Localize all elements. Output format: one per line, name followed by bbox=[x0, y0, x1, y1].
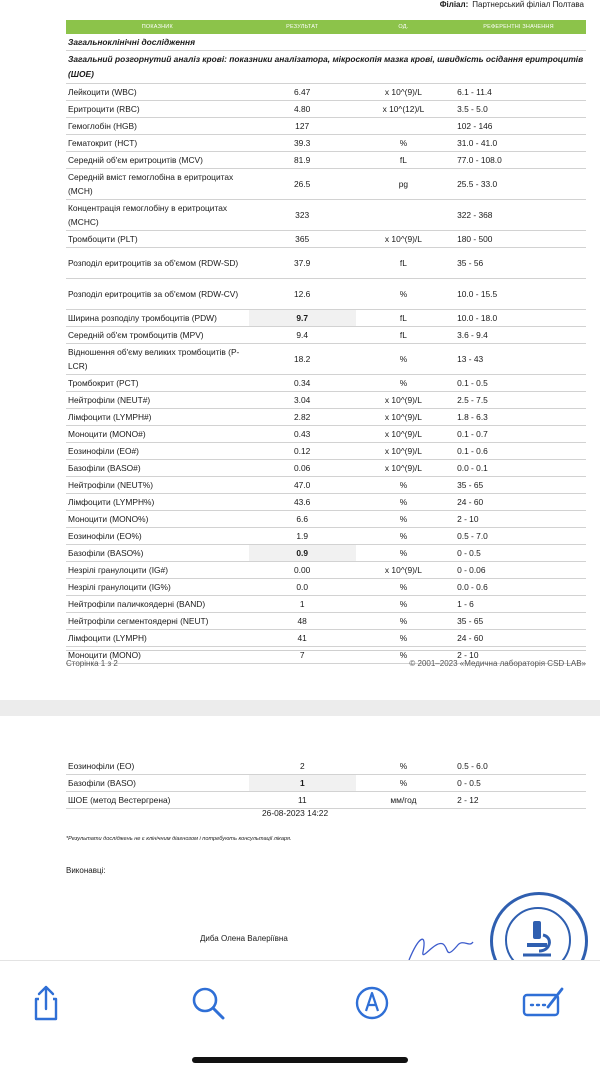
cell-result: 0.9 bbox=[249, 545, 356, 562]
cell-unit bbox=[356, 200, 451, 231]
cell-name: Ширина розподілу тромбоцитів (PDW) bbox=[66, 310, 249, 327]
cell-name: Середній об'єм тромбоцитів (MPV) bbox=[66, 327, 249, 344]
cell-ref: 0.5 - 6.0 bbox=[451, 758, 586, 775]
cell-name: Відношення об'єму великих тромбоцитів (P-LCR) bbox=[66, 344, 249, 375]
table-row bbox=[66, 152, 586, 169]
cell-ref: 24 - 60 bbox=[451, 630, 586, 647]
cell-unit: fL bbox=[356, 310, 451, 327]
report-page-2 bbox=[0, 716, 600, 960]
cell-result: 18.2 bbox=[249, 344, 356, 375]
cell-result: 0.00 bbox=[249, 562, 356, 579]
cell-result: 9.4 bbox=[249, 327, 356, 344]
cell-unit: % bbox=[356, 545, 451, 562]
cell-name: ШОЕ (метод Вестергрена) bbox=[66, 792, 249, 809]
cell-name: Лімфоцити (LYMPH%) bbox=[66, 494, 249, 511]
cell-ref: 31.0 - 41.0 bbox=[451, 135, 586, 152]
cell-result: 1 bbox=[249, 596, 356, 613]
cell-result: 0.34 bbox=[249, 375, 356, 392]
cell-unit: % bbox=[356, 579, 451, 596]
col-header-unit: ОД. bbox=[356, 20, 451, 34]
cell-ref: 25.5 - 33.0 bbox=[451, 169, 586, 200]
cell-unit: % bbox=[356, 758, 451, 775]
cell-unit: x 10^(9)/L bbox=[356, 443, 451, 460]
cell-ref: 6.1 - 11.4 bbox=[451, 84, 586, 101]
cell-name: Нейтрофіли паличкоядерні (BAND) bbox=[66, 596, 249, 613]
cell-name: Лімфоцити (LYMPH#) bbox=[66, 409, 249, 426]
cell-result: 323 bbox=[249, 200, 356, 231]
cell-name: Середній об'єм еритроцитів (MCV) bbox=[66, 152, 249, 169]
table-row bbox=[66, 545, 586, 562]
cell-unit: % bbox=[356, 344, 451, 375]
share-icon[interactable] bbox=[26, 983, 66, 1023]
cell-unit: x 10^(9)/L bbox=[356, 460, 451, 477]
cell-ref: 2.5 - 7.5 bbox=[451, 392, 586, 409]
cell-ref: 0.1 - 0.5 bbox=[451, 375, 586, 392]
cell-result: 43.6 bbox=[249, 494, 356, 511]
cell-result: 47.0 bbox=[249, 477, 356, 494]
cell-unit bbox=[356, 118, 451, 135]
col-header-ref: РЕФЕРЕНТНІ ЗНАЧЕННЯ bbox=[451, 20, 586, 34]
cell-ref: 35 - 65 bbox=[451, 613, 586, 630]
cell-name: Лімфоцити (LYMPH) bbox=[66, 630, 249, 647]
cell-unit: x 10^(9)/L bbox=[356, 409, 451, 426]
cell-result: 26.5 bbox=[249, 169, 356, 200]
cell-name: Лейкоцити (WBC) bbox=[66, 84, 249, 101]
doctor-name: Диба Олена Валеріївна bbox=[200, 934, 288, 943]
cell-name: Розподіл еритроцитів за об'ємом (RDW-CV) bbox=[66, 279, 249, 310]
cell-result: 48 bbox=[249, 613, 356, 630]
cell-result: 0.06 bbox=[249, 460, 356, 477]
cell-name: Нейтрофіли (NEUT#) bbox=[66, 392, 249, 409]
table-row bbox=[66, 231, 586, 248]
cell-ref: 0 - 0.5 bbox=[451, 545, 586, 562]
table-row bbox=[66, 579, 586, 596]
table-row bbox=[66, 511, 586, 528]
cell-name: Еозинофіли (EO#) bbox=[66, 443, 249, 460]
cell-name: Моноцити (MONO) bbox=[66, 647, 249, 664]
table-row bbox=[66, 409, 586, 426]
home-indicator bbox=[192, 1057, 408, 1063]
cell-unit: % bbox=[356, 775, 451, 792]
results-body bbox=[66, 34, 586, 664]
page-separator bbox=[0, 700, 600, 716]
cell-unit: % bbox=[356, 494, 451, 511]
cell-unit: fL bbox=[356, 248, 451, 279]
table-row bbox=[66, 375, 586, 392]
table-row bbox=[66, 792, 586, 809]
table-row bbox=[66, 528, 586, 545]
cell-ref: 13 - 43 bbox=[451, 344, 586, 375]
cell-ref: 35 - 56 bbox=[451, 248, 586, 279]
cell-ref: 322 - 368 bbox=[451, 200, 586, 231]
cell-unit: % bbox=[356, 477, 451, 494]
copyright: © 2001–2023 «Медична лабораторія CSD LAB» bbox=[409, 659, 586, 668]
cell-ref: 0.1 - 0.6 bbox=[451, 443, 586, 460]
cell-result: 0.0 bbox=[249, 579, 356, 596]
cell-ref: 35 - 65 bbox=[451, 477, 586, 494]
cell-unit: x 10^(9)/L bbox=[356, 426, 451, 443]
cell-name: Базофіли (BASO%) bbox=[66, 545, 249, 562]
table-row bbox=[66, 775, 586, 792]
cell-ref: 0.1 - 0.7 bbox=[451, 426, 586, 443]
cell-result: 12.6 bbox=[249, 279, 356, 310]
cell-name: Незрілі гранулоцити (IG#) bbox=[66, 562, 249, 579]
col-header-name: ПОКАЗНИК bbox=[66, 20, 249, 34]
cell-ref: 0 - 0.5 bbox=[451, 775, 586, 792]
branch-value: Партнерський філіал Полтава bbox=[472, 0, 584, 9]
cell-result: 3.04 bbox=[249, 392, 356, 409]
table-row bbox=[66, 310, 586, 327]
cell-unit: % bbox=[356, 630, 451, 647]
cell-name: Еритроцити (RBC) bbox=[66, 101, 249, 118]
cell-unit: pg bbox=[356, 169, 451, 200]
cell-name: Нейтрофіли (NEUT%) bbox=[66, 477, 249, 494]
cell-unit: % bbox=[356, 511, 451, 528]
cell-unit: x 10^(9)/L bbox=[356, 231, 451, 248]
cell-ref: 77.0 - 108.0 bbox=[451, 152, 586, 169]
table-row bbox=[66, 279, 586, 310]
cell-ref: 0 - 0.06 bbox=[451, 562, 586, 579]
cell-result: 4.80 bbox=[249, 101, 356, 118]
cell-unit: % bbox=[356, 613, 451, 630]
cell-unit: % bbox=[356, 596, 451, 613]
table-row bbox=[66, 327, 586, 344]
cell-result: 1 bbox=[249, 775, 356, 792]
cell-ref: 2 - 10 bbox=[451, 647, 586, 664]
cell-result: 41 bbox=[249, 630, 356, 647]
results-table bbox=[66, 20, 586, 664]
cell-ref: 1 - 6 bbox=[451, 596, 586, 613]
report-date: 26-08-2023 14:22 bbox=[262, 808, 329, 818]
cell-name: Моноцити (MONO%) bbox=[66, 511, 249, 528]
cell-unit: % bbox=[356, 375, 451, 392]
cell-unit: % bbox=[356, 279, 451, 310]
cell-name: Тромбоцити (PLT) bbox=[66, 231, 249, 248]
table-row bbox=[66, 392, 586, 409]
cell-result: 0.12 bbox=[249, 443, 356, 460]
table-row bbox=[66, 101, 586, 118]
cell-ref: 10.0 - 18.0 bbox=[451, 310, 586, 327]
cell-name: Середній вміст гемоглобіна в еритроцитах (MCH) bbox=[66, 169, 249, 200]
cell-ref: 3.6 - 9.4 bbox=[451, 327, 586, 344]
cell-ref: 3.5 - 5.0 bbox=[451, 101, 586, 118]
lab-stamp bbox=[490, 892, 588, 960]
table-row bbox=[66, 596, 586, 613]
cell-result: 81.9 bbox=[249, 152, 356, 169]
cell-result: 2.82 bbox=[249, 409, 356, 426]
col-header-result: РЕЗУЛЬТАТ bbox=[249, 20, 356, 34]
table-row bbox=[66, 613, 586, 630]
disclaimer-note: *Результати досліджень не є клінічним діагнозом і потребують консультації лікаря. bbox=[66, 836, 292, 842]
cell-result: 7 bbox=[249, 647, 356, 664]
cell-result: 39.3 bbox=[249, 135, 356, 152]
cell-result: 6.6 bbox=[249, 511, 356, 528]
cell-unit: % bbox=[356, 135, 451, 152]
cell-result: 127 bbox=[249, 118, 356, 135]
cell-result: 2 bbox=[249, 758, 356, 775]
cell-name: Концентрація гемоглобіну в еритроцитах (MCHC) bbox=[66, 200, 249, 231]
cell-result: 37.9 bbox=[249, 248, 356, 279]
cell-name: Гематокрит (HCT) bbox=[66, 135, 249, 152]
table-row bbox=[66, 477, 586, 494]
cell-ref: 0.5 - 7.0 bbox=[451, 528, 586, 545]
table-row bbox=[66, 460, 586, 477]
table-row bbox=[66, 200, 586, 231]
cell-unit: % bbox=[356, 528, 451, 545]
search-icon[interactable] bbox=[188, 983, 228, 1023]
edit-icon[interactable] bbox=[522, 983, 562, 1023]
cell-result: 1.9 bbox=[249, 528, 356, 545]
table-row bbox=[66, 344, 586, 375]
cell-name: Еозинофіли (EO%) bbox=[66, 528, 249, 545]
cell-unit: x 10^(12)/L bbox=[356, 101, 451, 118]
cell-ref: 180 - 500 bbox=[451, 231, 586, 248]
subsection-title: Загальний розгорнутий аналіз крові: показники аналізатора, мікроскопія мазка крові, швидкість осідання еритроцитів (ШОЕ) bbox=[66, 51, 586, 84]
table-row bbox=[66, 169, 586, 200]
cell-unit: % bbox=[356, 647, 451, 664]
cell-result: 9.7 bbox=[249, 310, 356, 327]
results-table-continued bbox=[66, 758, 586, 809]
cell-ref: 2 - 12 bbox=[451, 792, 586, 809]
cell-result: 11 bbox=[249, 792, 356, 809]
cell-result: 365 bbox=[249, 231, 356, 248]
page-footer bbox=[66, 650, 586, 668]
executors-label: Виконавці: bbox=[66, 866, 106, 875]
cell-unit: fL bbox=[356, 327, 451, 344]
cell-ref: 2 - 10 bbox=[451, 511, 586, 528]
cell-name: Базофіли (BASO#) bbox=[66, 460, 249, 477]
table-row bbox=[66, 443, 586, 460]
cell-result: 6.47 bbox=[249, 84, 356, 101]
table-row bbox=[66, 494, 586, 511]
table-row bbox=[66, 248, 586, 279]
cell-ref: 102 - 146 bbox=[451, 118, 586, 135]
cell-result: 0.43 bbox=[249, 426, 356, 443]
cell-unit: x 10^(9)/L bbox=[356, 84, 451, 101]
cell-unit: fL bbox=[356, 152, 451, 169]
cell-unit: мм/год bbox=[356, 792, 451, 809]
branch-info bbox=[440, 0, 584, 9]
cell-name: Моноцити (MONO#) bbox=[66, 426, 249, 443]
table-row bbox=[66, 630, 586, 647]
cell-unit: x 10^(9)/L bbox=[356, 562, 451, 579]
cell-name: Незрілі гранулоцити (IG%) bbox=[66, 579, 249, 596]
cell-name: Розподіл еритроцитів за об'ємом (RDW-SD) bbox=[66, 248, 249, 279]
table-row bbox=[66, 562, 586, 579]
table-row bbox=[66, 84, 586, 101]
page-number: Сторінка 1 з 2 bbox=[66, 659, 118, 668]
table-row bbox=[66, 426, 586, 443]
table-row bbox=[66, 135, 586, 152]
section-title: Загальноклінічні дослідження bbox=[66, 34, 586, 51]
cell-name: Нейтрофіли сегментоядерні (NEUT) bbox=[66, 613, 249, 630]
cell-ref: 10.0 - 15.5 bbox=[451, 279, 586, 310]
markup-icon[interactable] bbox=[352, 983, 392, 1023]
branch-label: Філіал: bbox=[439, 0, 469, 9]
table-row bbox=[66, 758, 586, 775]
cell-ref: 0.0 - 0.1 bbox=[451, 460, 586, 477]
table-row bbox=[66, 118, 586, 135]
cell-name: Базофіли (BASO) bbox=[66, 775, 249, 792]
cell-ref: 1.8 - 6.3 bbox=[451, 409, 586, 426]
cell-ref: 24 - 60 bbox=[451, 494, 586, 511]
cell-ref: 0.0 - 0.6 bbox=[451, 579, 586, 596]
cell-name: Тромбокрит (PCT) bbox=[66, 375, 249, 392]
cell-name: Еозинофіли (EO) bbox=[66, 758, 249, 775]
cell-unit: x 10^(9)/L bbox=[356, 392, 451, 409]
results-body-continued bbox=[66, 758, 586, 809]
cell-name: Гемоглобін (HGB) bbox=[66, 118, 249, 135]
signature bbox=[405, 926, 475, 960]
